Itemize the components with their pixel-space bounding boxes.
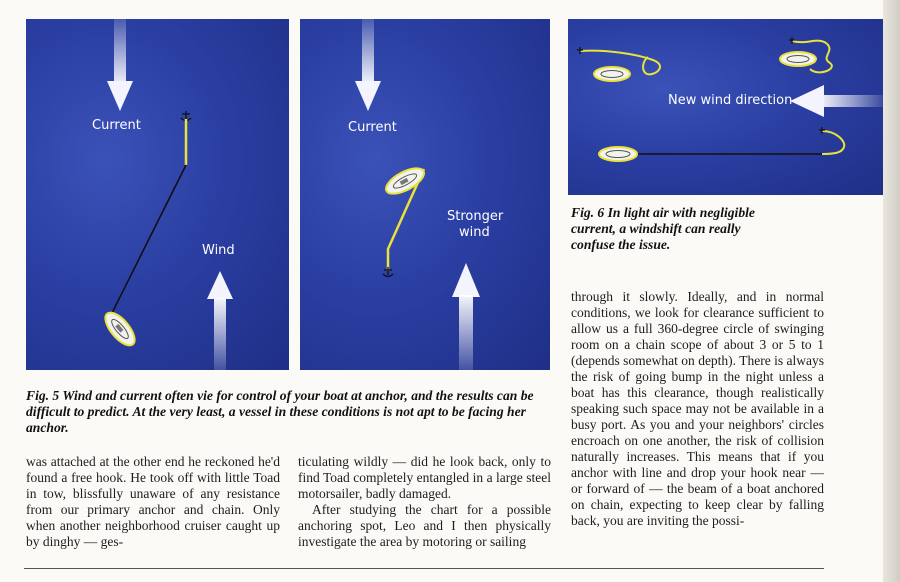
fig5-panel-stronger-wind [300, 19, 550, 370]
boat-icon [780, 52, 816, 66]
boat-icon [382, 163, 428, 199]
anchor-icon [789, 37, 795, 44]
page-rule [24, 568, 824, 569]
wind-label: Wind [202, 243, 235, 258]
boat-icon [100, 308, 140, 350]
current-arrow-icon [355, 19, 381, 111]
paragraph: was attached at the other end he reckoned he'd found a free hook. He took off with little Toad in tow, blissfully unaware of any resistance from our primary anchor and chain. Only when another neighborhood cruiser caught up by dinghy — ges- [26, 454, 280, 549]
stronger-wind-label-line1: Stronger [447, 209, 504, 224]
paragraph: ticulating wildly — did he look back, only to find Toad completely entangled in a large steel motorsailer, badly damaged. [298, 454, 551, 501]
boat-icon [599, 147, 637, 161]
stronger-wind-arrow-icon [452, 263, 480, 370]
paragraph: through it slowly. Ideally, and in normal conditions, we look for clearance sufficient to allow us a full 360-degree circle of swinging room on a chain scope of about 3 or 5 to 1 (depends somewhat on depth). There is always the risk of going bump in the night unless a boat has this clearance, though realistically speaking such space may not be available in a busy port. As you and your neighbors' circles encroach on one another, the risk of collision naturally increases. This means that if you anchor with line and drop your hook near — or forward of — the beam of a boat anchored on chain, expecting to keep clear by falling back, you are inviting the possi- [571, 289, 824, 528]
page-edge [883, 0, 900, 582]
text-column-3 [571, 289, 824, 529]
stronger-wind-label-line2: wind [459, 225, 490, 240]
fig6-panel-new-wind [568, 19, 883, 195]
current-label: Current [348, 120, 397, 135]
fig5-panel2-illustration [300, 19, 550, 370]
text-column-2 [298, 454, 551, 550]
fig5-caption: Fig. 5 Wind and current often vie for control of your boat at anchor, and the results can be difficult to predict. At the very least, a vessel in these conditions is not apt to be facing her anchor. [26, 388, 534, 435]
current-label: Current [92, 118, 141, 133]
rode-line [822, 131, 844, 154]
anchor-icon [577, 47, 583, 54]
chain-rode [112, 165, 186, 313]
fig6-caption: Fig. 6 In light air with negligible current, a windshift can really confuse the issue. [571, 205, 755, 252]
fig5-panel-current-wind [26, 19, 289, 370]
new-wind-arrow-icon [790, 85, 883, 117]
new-wind-direction-label: New wind direction [668, 93, 793, 108]
text-column-1 [26, 454, 280, 550]
current-arrow-icon [107, 19, 133, 111]
anchor-icon [819, 127, 825, 134]
wind-arrow-icon [207, 271, 233, 370]
anchor-icon [383, 267, 393, 277]
boat-icon [594, 67, 630, 81]
fig5-panel1-illustration [26, 19, 289, 370]
paragraph: After studying the chart for a possible anchoring spot, Leo and I then physically investigate the area by motoring or sailing [298, 502, 551, 549]
